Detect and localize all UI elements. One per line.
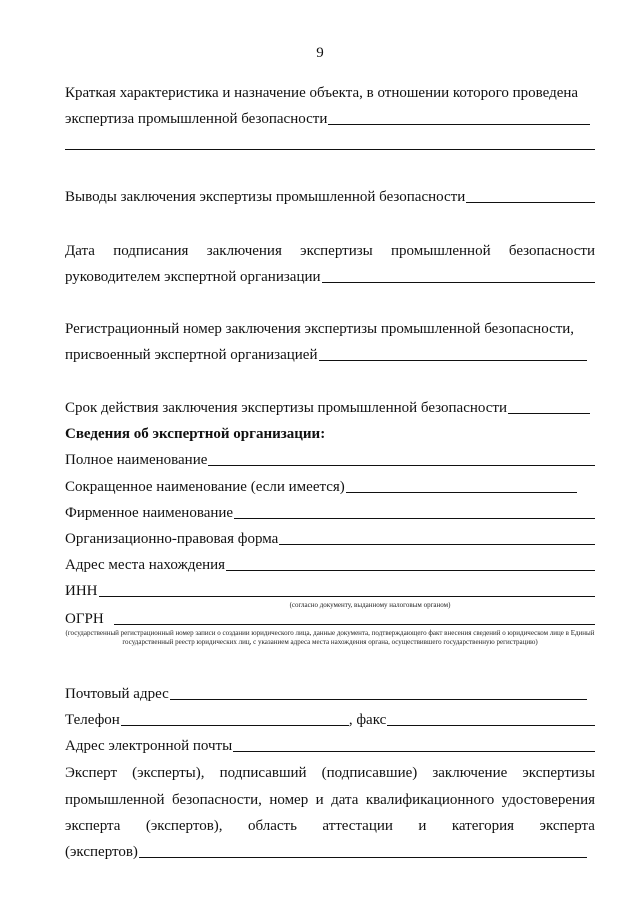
postal-address-row	[65, 681, 595, 703]
registration-number-label-2: присвоенный экспертной организацией	[65, 347, 318, 363]
org-section-title: Сведения об экспертной организации:	[65, 426, 326, 442]
object-characteristics-row	[65, 106, 595, 128]
fax-label: , факс	[348, 712, 387, 728]
full-name-field[interactable]	[208, 465, 595, 466]
ogrn-field[interactable]	[114, 624, 595, 625]
full-name-row	[65, 447, 595, 469]
short-name-label: Сокращенное наименование (если имеется)	[65, 479, 345, 495]
email-label: Адрес электронной почты	[65, 738, 233, 754]
address-label: Адрес места нахождения	[65, 557, 226, 573]
experts-label-4: (экспертов)	[65, 844, 138, 860]
phone-fax-row	[65, 707, 595, 729]
signing-date-field[interactable]	[322, 282, 595, 283]
ogrn-label: ОГРН	[65, 611, 104, 627]
fax-field[interactable]	[387, 725, 595, 726]
ogrn-row	[65, 606, 595, 628]
email-field[interactable]	[233, 751, 595, 752]
validity-field[interactable]	[508, 413, 590, 414]
brand-name-row	[65, 500, 595, 522]
legal-form-label: Организационно-правовая форма	[65, 531, 279, 547]
object-characteristics-label-2: экспертиза промышленной безопасности	[65, 111, 328, 127]
registration-number-field[interactable]	[319, 360, 588, 361]
experts-row	[65, 839, 595, 861]
conclusions-label: Выводы заключения экспертизы промышленной безопасности	[65, 189, 466, 205]
experts-label-3: эксперта (экспертов), область аттестации и категория эксперта	[65, 818, 595, 834]
phone-label: Телефон	[65, 712, 120, 728]
page-number: 9	[316, 45, 324, 61]
legal-form-field[interactable]	[279, 544, 595, 545]
signing-date-label-2: руководителем экспертной организации	[65, 269, 321, 285]
brand-name-label: Фирменное наименование	[65, 505, 234, 521]
email-row	[65, 733, 595, 755]
object-characteristics-field-2[interactable]	[65, 149, 595, 150]
legal-form-row	[65, 526, 595, 548]
postal-address-label: Почтовый адрес	[65, 686, 169, 702]
registration-number-label: Регистрационный номер заключения экспертизы промышленной безопасности,	[65, 321, 575, 337]
full-name-label: Полное наименование	[65, 452, 208, 468]
conclusions-field[interactable]	[466, 202, 595, 203]
conclusions-row	[65, 184, 595, 206]
brand-name-field[interactable]	[234, 518, 595, 519]
registration-number-row	[65, 342, 595, 364]
validity-row	[65, 395, 595, 417]
phone-field[interactable]	[121, 725, 349, 726]
signing-date-label: Дата подписания заключения экспертизы промышленной безопасности	[65, 243, 595, 259]
experts-label-2: промышленной безопасности, номер и дата квалификационного удостоверения	[65, 792, 595, 808]
address-row	[65, 552, 595, 574]
experts-label-1: Эксперт (эксперты), подписавший (подписавшие) заключение экспертизы	[65, 765, 595, 781]
short-name-row	[65, 474, 595, 496]
experts-field[interactable]	[139, 857, 587, 858]
object-characteristics-field[interactable]	[328, 124, 590, 125]
signing-date-row	[65, 264, 595, 286]
inn-label: ИНН	[65, 583, 98, 599]
object-characteristics-label: Краткая характеристика и назначение объекта, в отношении которого проведена	[65, 85, 579, 101]
inn-field[interactable]	[99, 596, 596, 597]
inn-note: (согласно документу, выданному налоговым органом)	[289, 601, 451, 609]
short-name-field[interactable]	[346, 492, 577, 493]
validity-label: Срок действия заключения экспертизы промышленной безопасности	[65, 400, 507, 416]
postal-address-field[interactable]	[170, 699, 587, 700]
address-field[interactable]	[226, 570, 595, 571]
inn-row	[65, 578, 595, 600]
ogrn-note: (государственный регистрационный номер записи о создании юридического лица, данные документа, подтверждающего факт внесения сведений о юридическом лице в Единый государственный реестр юридических лиц, с указанием адреса места нахождения органа, осуществившего государственную регистрацию)	[65, 629, 595, 646]
